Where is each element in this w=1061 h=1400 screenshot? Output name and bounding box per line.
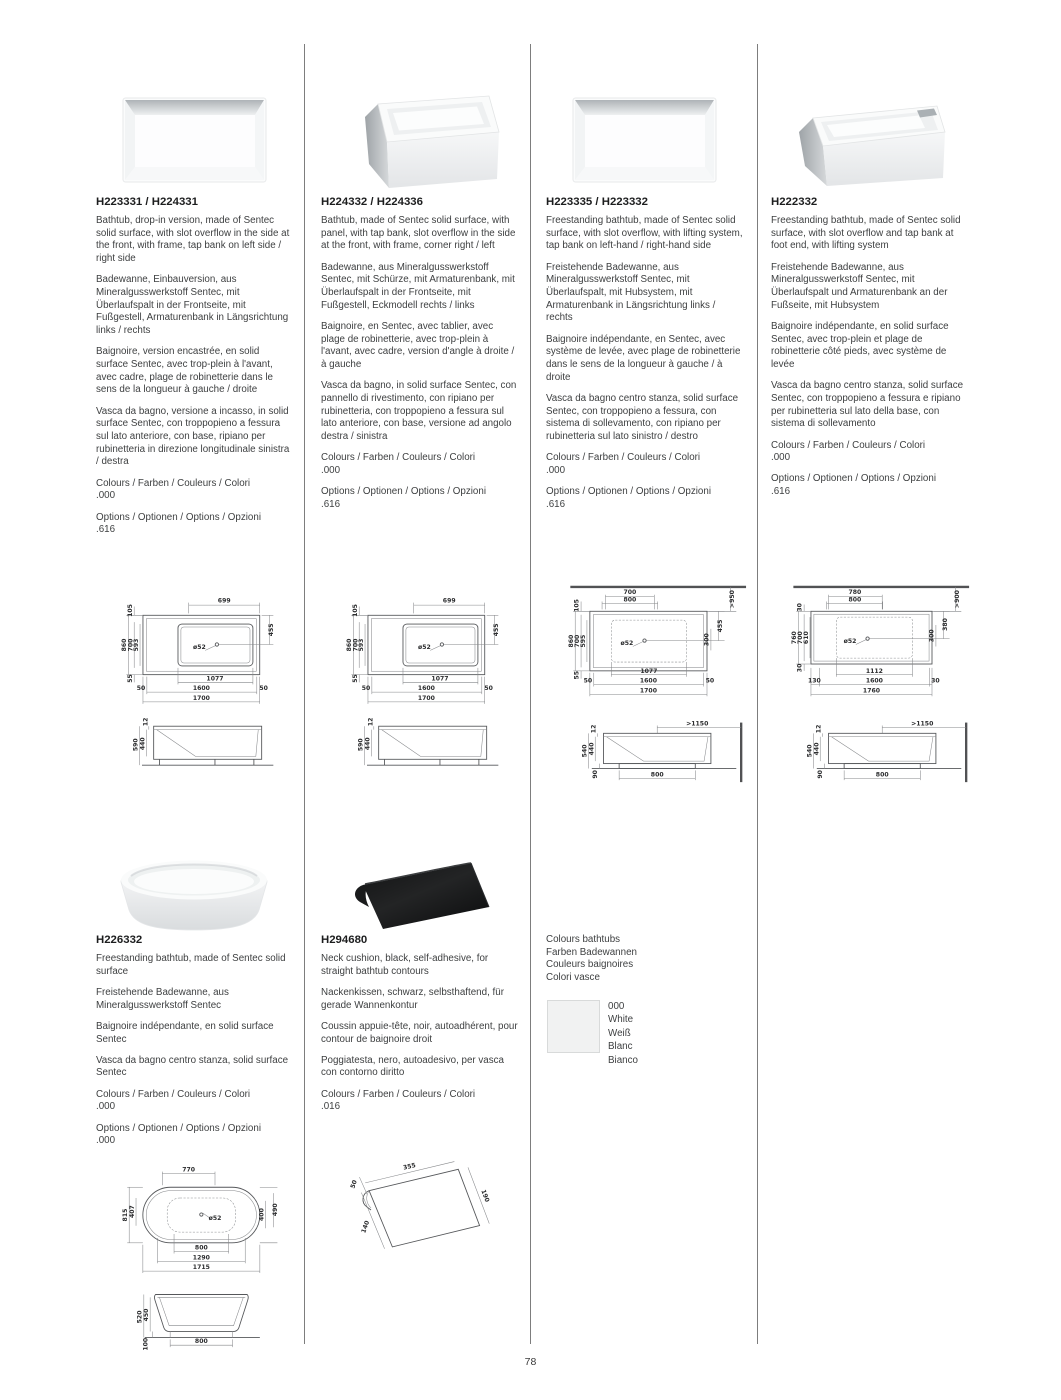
product-block-h222332 [771, 196, 969, 507]
top-view [567, 587, 746, 696]
colours-label: Colours / Farben / Couleurs / Colori [96, 1088, 251, 1100]
product-photo-neck-cushion [321, 845, 517, 937]
svg-text:780: 780 [848, 589, 862, 597]
options-value: .000 [96, 1135, 116, 1147]
svg-text:380: 380 [942, 618, 950, 631]
svg-text:ø52: ø52 [208, 1214, 222, 1222]
colour-section-title-en: Colours bathtubs [546, 934, 621, 945]
svg-text:100: 100 [142, 1337, 150, 1351]
options-value: .616 [321, 498, 341, 510]
column-divider [530, 44, 531, 1344]
product-block-h224332 [321, 196, 519, 520]
svg-text:105: 105 [573, 599, 581, 612]
top-view-dimensions [346, 598, 500, 702]
options-line [771, 473, 969, 498]
top-view-dimensions [568, 589, 736, 694]
product-block-h223335 [546, 196, 744, 520]
side-view [365, 726, 499, 765]
svg-text:800: 800 [848, 596, 862, 604]
desc-en: Freestanding bathtub, made of Sentec solid surface [96, 953, 286, 977]
desc-de: Nackenkissen, schwarz, selbsthaftend, für gerade Wannenkontur [321, 986, 504, 1011]
drain-icon [200, 1213, 203, 1216]
svg-text:1700: 1700 [639, 687, 657, 695]
product-photo-freestanding-tub [771, 86, 967, 196]
svg-text:1600: 1600 [865, 677, 883, 685]
svg-text:55: 55 [351, 674, 359, 683]
svg-text:12: 12 [590, 724, 598, 734]
tech-drawing-h222332 [768, 580, 973, 790]
colour-section-title-de: Farben Badewannen [546, 946, 637, 958]
swatch-name-de: Weiß [608, 1027, 631, 1039]
colours-value: .000 [321, 464, 341, 476]
svg-text:ø52: ø52 [418, 643, 431, 651]
options-label: Options / Optionen / Options / Opzioni [771, 473, 937, 485]
colours-line [96, 1089, 294, 1114]
colours-label: Colours / Farben / Couleurs / Colori [771, 439, 926, 451]
side-view-dimensions [806, 720, 933, 778]
colours-label: Colours / Farben / Couleurs / Colori [96, 477, 251, 489]
svg-text:455: 455 [492, 623, 500, 637]
svg-text:1077: 1077 [431, 675, 449, 683]
column-divider [304, 44, 305, 1344]
desc-fr: Baignoire, version encastrée, en solid surface Sentec, avec trop-plein à l'avant, avec cadre, plage de robinetterie dans le sens de la longueur à gauche / droite [96, 346, 274, 396]
colours-line [321, 452, 519, 477]
svg-text:>1150: >1150 [686, 720, 709, 728]
product-photo-oval-tub [96, 840, 292, 935]
svg-text:1600: 1600 [192, 685, 210, 693]
svg-text:1760: 1760 [862, 687, 881, 695]
options-label: Options / Optionen / Options / Opzioni [96, 1122, 262, 1134]
top-view-dimensions [122, 1167, 279, 1272]
side-view-dimensions [581, 720, 708, 778]
svg-text:800: 800 [194, 1244, 208, 1252]
svg-text:520: 520 [136, 1310, 144, 1324]
svg-text:860: 860 [567, 634, 575, 648]
desc-de: Freistehende Badewanne, aus Mineralgusswerkstoff Sentec, mit Überlaufspalt, mit Hubsystem, mit Armaturenbank in Längsrichtung links / rechts [546, 261, 716, 324]
svg-text:50: 50 [349, 1179, 359, 1190]
bathtub-oval-image [121, 861, 267, 931]
tech-drawing-h226332 [98, 1158, 293, 1353]
svg-text:407: 407 [129, 1205, 137, 1219]
colour-swatch-labels [608, 1000, 638, 1067]
colours-line [321, 1089, 519, 1114]
colour-swatch-white [547, 1000, 600, 1053]
svg-text:490: 490 [271, 1203, 279, 1217]
svg-text:ø52: ø52 [193, 643, 206, 651]
svg-text:450: 450 [143, 1308, 151, 1322]
options-label: Options / Optionen / Options / Opzioni [321, 486, 487, 498]
options-line [321, 486, 519, 511]
svg-text:760: 760 [790, 631, 798, 645]
swatch-name-it: Bianco [608, 1054, 638, 1066]
svg-text:50: 50 [136, 685, 146, 693]
side-view-dimensions [358, 718, 375, 752]
svg-text:1077: 1077 [640, 667, 658, 675]
desc-fr: Baignoire indépendante, en Sentec, avec système de levée, avec plage de robinetterie dans le sens de la longueur à gauche / à droite [546, 333, 741, 383]
svg-text:815: 815 [121, 1208, 129, 1222]
product-code: H226332 [96, 934, 143, 946]
svg-text:12: 12 [367, 717, 375, 727]
drain-icon [215, 643, 218, 646]
bathtub-top-view-image [573, 98, 716, 182]
desc-it: Vasca da bagno, in solid surface Sentec, con pannello di rivestimento, con ripiano per rubinetteria, con troppopieno a fessura sul lato anteriore, con base, versione ad angolo destra / sinistra [321, 380, 517, 443]
svg-text:595: 595 [579, 634, 587, 648]
svg-text:12: 12 [815, 724, 823, 734]
svg-text:50: 50 [705, 677, 715, 685]
desc-fr: Coussin appuie-tête, noir, autoadhérent, pour contour de baignoire droit [321, 1020, 518, 1045]
product-code: H222332 [771, 196, 818, 208]
desc-it: Poggiatesta, nero, autoadesivo, per vasca con contorno diritto [321, 1054, 504, 1079]
colour-section [546, 934, 744, 985]
desc-fr: Baignoire indépendante, en solid surface Sentec [96, 1020, 274, 1045]
svg-text:1077: 1077 [206, 675, 224, 683]
tech-drawing-h224332 [323, 590, 518, 770]
svg-text:590: 590 [132, 738, 140, 752]
svg-text:800: 800 [650, 771, 664, 779]
drain-icon [440, 643, 443, 646]
desc-de: Badewanne, Einbauversion, aus Mineralgusswerkstoff Sentec, mit Überlaufspalt in der Frontseite, mit Fußgestell, Armaturenbank in Längsrichtung links / rechts [96, 274, 289, 337]
svg-text:800: 800 [194, 1338, 208, 1346]
svg-text:ø52: ø52 [620, 639, 634, 647]
colours-value: .000 [96, 1101, 116, 1113]
side-view [588, 723, 741, 783]
colours-label: Colours / Farben / Couleurs / Colori [546, 452, 701, 464]
tech-drawing-h294680 [332, 1148, 507, 1274]
product-block-h294680 [321, 934, 519, 1123]
svg-text:440: 440 [588, 742, 596, 756]
product-code: H294680 [321, 934, 368, 946]
svg-text:699: 699 [442, 597, 456, 605]
svg-text:1600: 1600 [417, 685, 435, 693]
svg-text:700: 700 [797, 631, 805, 645]
desc-it: Vasca da bagno centro stanza, solid surface Sentec, con troppopieno a fessura, con sistema di sollevamento, con ripiano per rubinetteria sul lato sinistro / destro [546, 392, 739, 443]
svg-text:30: 30 [796, 663, 804, 673]
cushion-outline [359, 1162, 489, 1249]
options-value: .616 [546, 498, 566, 510]
svg-text:860: 860 [345, 638, 353, 652]
desc-fr: Baignoire indépendante, en solid surface Sentec, avec trop-plein et plage de robinetterie côté pieds, avec système de levée [771, 320, 949, 371]
svg-text:700: 700 [623, 589, 637, 597]
side-view-dimensions [136, 1309, 207, 1351]
colours-value: .016 [321, 1101, 341, 1113]
side-view-dimensions [133, 718, 150, 752]
desc-fr: Baignoire, en Sentec, avec tablier, avec plage de robinetterie, avec trop-plein à l'avant, avec cadre, version d'angle à droite / à gauche [321, 320, 515, 371]
svg-text:800: 800 [875, 771, 889, 779]
desc-en: Freestanding bathtub, made of Sentec solid surface, with slot overflow, with lifting system, tap bank on left-hand / right-hand side [546, 215, 743, 252]
colours-line [546, 452, 744, 477]
product-photo-drop-in-tub [96, 84, 292, 196]
svg-text:50: 50 [259, 685, 268, 693]
svg-text:440: 440 [139, 737, 147, 751]
bathtub-corner-image [365, 96, 499, 188]
svg-text:440: 440 [813, 742, 821, 756]
side-view [140, 726, 274, 765]
desc-en: Neck cushion, black, self-adhesive, for straight bathtub contours [321, 953, 489, 977]
colours-value: .000 [96, 490, 116, 502]
svg-text:55: 55 [573, 670, 581, 680]
svg-text:300: 300 [703, 633, 711, 647]
bathtub-freestanding-image [799, 106, 945, 186]
svg-text:700: 700 [352, 638, 360, 652]
svg-text:355: 355 [402, 1162, 417, 1172]
svg-text:30: 30 [796, 603, 804, 612]
tech-drawing-h223335 [543, 580, 748, 790]
svg-text:860: 860 [120, 638, 128, 652]
desc-it: Vasca da bagno centro stanza, solid surface Sentec [96, 1054, 289, 1079]
svg-text:1600: 1600 [639, 677, 657, 685]
svg-text:105: 105 [126, 604, 134, 617]
svg-text:>900: >900 [953, 590, 961, 609]
options-line [546, 486, 744, 511]
bathtub-top-view-image [123, 98, 266, 182]
svg-text:>1150: >1150 [911, 720, 934, 728]
svg-text:105: 105 [351, 604, 359, 617]
svg-text:1112: 1112 [865, 667, 883, 675]
desc-de: Freistehende Badewanne, aus Mineralgusswerkstoff Sentec [96, 986, 229, 1011]
svg-text:455: 455 [717, 619, 725, 633]
svg-text:50: 50 [484, 685, 493, 693]
svg-text:700: 700 [574, 634, 582, 648]
svg-text:699: 699 [217, 597, 231, 605]
colour-section-title-it: Colori vasce [546, 972, 600, 984]
svg-text:>950: >950 [728, 590, 736, 609]
swatch-name-fr: Blanc [608, 1041, 633, 1053]
svg-text:140: 140 [360, 1219, 372, 1235]
colours-label: Colours / Farben / Couleurs / Colori [321, 452, 476, 464]
svg-text:455: 455 [267, 623, 275, 637]
svg-text:55: 55 [126, 674, 134, 683]
product-photo-corner-tub [321, 82, 517, 197]
svg-text:540: 540 [806, 744, 814, 758]
options-label: Options / Optionen / Options / Opzioni [96, 511, 262, 523]
product-block-h223331 [96, 196, 294, 545]
svg-text:593: 593 [358, 638, 366, 652]
desc-en: Bathtub, made of Sentec solid surface, with panel, with tap bank, slot overflow in the side at the front, with frame, corner right / left [321, 215, 516, 252]
svg-text:90: 90 [592, 770, 600, 779]
options-value: .616 [96, 524, 116, 536]
svg-text:1700: 1700 [417, 694, 435, 702]
product-block-h226332 [96, 934, 294, 1156]
desc-de: Badewanne, aus Mineralgusswerkstoff Sentec, mit Schürze, mit Armaturenbank, mit Überlaufspalt in der Frontseite, mit Fußgestell, Eckmodell rechts / links [321, 261, 515, 311]
product-code: H223331 / H224331 [96, 196, 198, 208]
side-view [813, 723, 966, 783]
colours-value: .000 [546, 464, 566, 476]
desc-de: Freistehende Badewanne, aus Mineralgusswerkstoff Sentec, mit Überlaufspalt und Armaturenbank an der Fußseite, mit Hubsystem [771, 261, 948, 311]
svg-text:90: 90 [817, 770, 825, 779]
page-number: 78 [524, 1356, 537, 1368]
options-line [96, 1123, 294, 1148]
drain-icon [866, 637, 869, 640]
product-photo-drop-in-tub-2 [546, 84, 742, 196]
svg-text:300: 300 [928, 629, 936, 643]
svg-text:1290: 1290 [192, 1254, 210, 1262]
svg-text:12: 12 [142, 717, 150, 727]
colours-label: Colours / Farben / Couleurs / Colori [321, 1088, 476, 1100]
svg-text:610: 610 [803, 631, 811, 645]
svg-text:770: 770 [182, 1166, 196, 1174]
svg-text:190: 190 [479, 1188, 491, 1204]
svg-text:ø52: ø52 [843, 638, 857, 646]
drain-icon [643, 639, 646, 642]
svg-text:1715: 1715 [192, 1264, 210, 1272]
product-code: H223335 / H223332 [546, 196, 648, 208]
tech-drawing-h223331 [98, 590, 293, 770]
svg-text:50: 50 [583, 677, 593, 685]
top-view-dimensions [121, 598, 275, 702]
svg-text:30: 30 [931, 677, 940, 685]
neck-cushion-image [355, 863, 489, 929]
svg-text:800: 800 [623, 596, 637, 604]
top-view-dimensions [791, 589, 961, 694]
svg-text:440: 440 [364, 737, 372, 751]
options-label: Options / Optionen / Options / Opzioni [546, 486, 712, 498]
options-value: .616 [771, 486, 791, 498]
svg-text:700: 700 [127, 638, 135, 652]
colours-value: .000 [771, 452, 791, 464]
svg-text:400: 400 [258, 1208, 266, 1221]
svg-text:593: 593 [133, 638, 141, 652]
desc-it: Vasca da bagno, versione a incasso, in solid surface Sentec, con troppopieno a fessura sul lato anteriore, con base, ripiano per rubinetteria in direzione longitudinale sinistra / destra [96, 405, 290, 468]
desc-en: Bathtub, drop-in version, made of Sentec solid surface, with slot overflow in the side at the front, with frame, tap bank on left side / right side [96, 215, 290, 265]
svg-text:130: 130 [807, 677, 821, 685]
svg-text:50: 50 [361, 685, 371, 693]
desc-en: Freestanding bathtub, made of Sentec solid surface, with slot overflow and tap bank at foot end, with lifting system [771, 215, 961, 252]
column-divider [757, 44, 758, 1344]
desc-it: Vasca da bagno centro stanza, solid surface Sentec, con troppopieno a fessura e ripiano per rubinetteria sul lato della base, con sistema di sollevamento [771, 380, 964, 430]
product-code: H224332 / H224336 [321, 196, 423, 208]
options-line [96, 512, 294, 537]
svg-text:1700: 1700 [192, 694, 210, 702]
colours-line [771, 440, 969, 465]
svg-text:590: 590 [357, 738, 365, 752]
swatch-name-en: White [608, 1014, 634, 1026]
svg-text:540: 540 [581, 744, 589, 758]
swatch-code: 000 [608, 1001, 625, 1012]
colours-line [96, 478, 294, 503]
colour-section-title-fr: Couleurs baignoires [546, 959, 634, 971]
